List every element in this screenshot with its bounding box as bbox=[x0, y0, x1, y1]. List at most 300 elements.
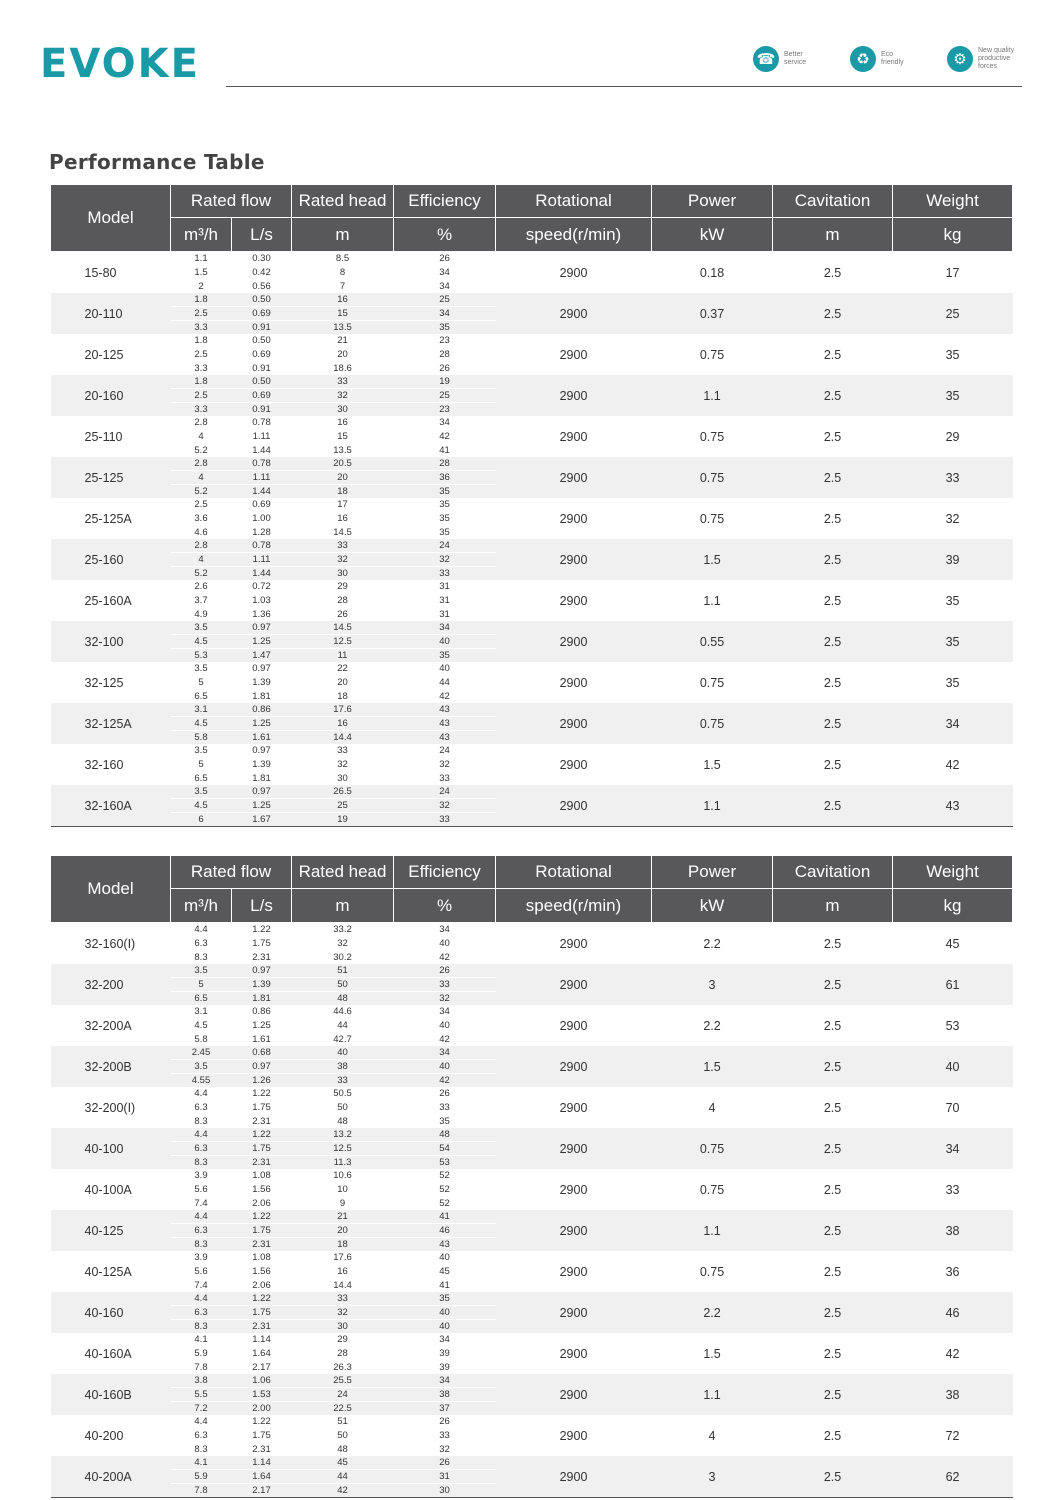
speed-cell: 2900 bbox=[559, 1346, 588, 1361]
header-power: Power bbox=[652, 185, 773, 218]
efficiency-cell-value: 33 bbox=[394, 1100, 496, 1114]
flow-ls-cell-value: 2.31 bbox=[232, 1442, 292, 1456]
speed-cell: 2900 bbox=[559, 265, 588, 280]
efficiency-cell-value: 19 bbox=[439, 376, 450, 387]
cavitation-cell: 2.5 bbox=[823, 1428, 842, 1443]
efficiency-cell bbox=[394, 416, 496, 457]
weight-cell: 46 bbox=[893, 1292, 1013, 1333]
head-cell-value: 14.5 bbox=[292, 525, 394, 539]
head-cell-lines bbox=[292, 1128, 394, 1169]
flow-ls-cell bbox=[232, 416, 292, 457]
flow-m3h-cell-value: 8.3 bbox=[171, 950, 232, 964]
efficiency-cell-value: 28 bbox=[394, 347, 496, 361]
feature-eco-friendly bbox=[850, 46, 927, 72]
flow-ls-cell bbox=[232, 334, 292, 375]
efficiency-cell-value: 34 bbox=[439, 1006, 450, 1017]
flow-m3h-cell-lines bbox=[171, 1087, 232, 1128]
flow-ls-cell-lines bbox=[232, 457, 292, 498]
cavitation-cell: 2.5 bbox=[773, 1210, 893, 1251]
flow-m3h-cell-value: 5.8 bbox=[171, 730, 232, 744]
cavitation-cell: 2.5 bbox=[823, 265, 842, 280]
weight-cell: 36 bbox=[945, 1264, 960, 1279]
efficiency-cell-lines bbox=[394, 621, 496, 662]
weight-cell: 42 bbox=[945, 1346, 960, 1361]
efficiency-cell-value: 33 bbox=[394, 566, 496, 580]
efficiency-cell-value: 52 bbox=[439, 1170, 450, 1181]
head-cell-value: 13.2 bbox=[333, 1129, 352, 1140]
flow-m3h-cell-lines bbox=[171, 1128, 232, 1169]
flow-ls-cell-value: 0.69 bbox=[232, 388, 292, 402]
model-cell: 32-125 bbox=[84, 675, 124, 690]
flow-ls-cell-lines bbox=[232, 1415, 292, 1456]
efficiency-cell bbox=[394, 1169, 496, 1210]
head-cell bbox=[292, 580, 394, 621]
head-cell-value: 25 bbox=[292, 798, 394, 812]
head-cell bbox=[292, 1128, 394, 1169]
flow-m3h-cell-value: 7.8 bbox=[171, 1360, 232, 1374]
efficiency-cell-lines bbox=[394, 1128, 496, 1169]
efficiency-cell-value: 32 bbox=[394, 552, 496, 566]
efficiency-cell-value: 33 bbox=[394, 977, 496, 991]
head-cell-lines bbox=[292, 252, 394, 293]
efficiency-cell bbox=[394, 1333, 496, 1374]
head-cell-value: 50.5 bbox=[333, 1088, 352, 1099]
flow-m3h-cell bbox=[171, 1046, 232, 1087]
flow-m3h-cell bbox=[171, 1128, 232, 1169]
flow-ls-cell bbox=[232, 1251, 292, 1292]
header-rated-flow: Rated flow bbox=[171, 856, 292, 889]
weight-cell: 72 bbox=[945, 1428, 960, 1443]
efficiency-cell bbox=[394, 1128, 496, 1169]
efficiency-cell-value: 42 bbox=[394, 950, 496, 964]
head-cell-value: 51 bbox=[337, 1416, 348, 1427]
flow-ls-cell-value: 1.22 bbox=[252, 924, 271, 935]
table-row bbox=[51, 416, 1013, 457]
flow-ls-cell-value: 0.78 bbox=[252, 417, 271, 428]
flow-m3h-cell-value: 6.3 bbox=[171, 1141, 232, 1155]
flow-ls-cell-lines bbox=[232, 964, 292, 1005]
table-body bbox=[51, 923, 1013, 1498]
head-cell bbox=[292, 539, 394, 580]
header-flow-ls: L/s bbox=[232, 889, 292, 923]
head-cell-value: 14.4 bbox=[292, 1278, 394, 1292]
flow-ls-cell-lines bbox=[232, 498, 292, 539]
weight-cell: 53 bbox=[945, 1018, 960, 1033]
evoke-logo: EVOKE bbox=[40, 41, 200, 87]
head-cell-value: 21 bbox=[337, 1211, 348, 1222]
head-cell-lines bbox=[292, 1087, 394, 1128]
model-cell: 40-100A bbox=[84, 1182, 132, 1197]
flow-m3h-cell-value: 3.3 bbox=[171, 402, 232, 416]
head-cell-value: 33 bbox=[292, 1073, 394, 1087]
power-cell: 0.75 bbox=[699, 1264, 725, 1279]
flow-ls-cell-value: 1.75 bbox=[232, 1223, 292, 1237]
speed-cell: 2900 bbox=[496, 703, 652, 744]
efficiency-cell-value: 32 bbox=[394, 798, 496, 812]
flow-m3h-cell-value: 2.5 bbox=[171, 306, 232, 320]
flow-ls-cell-lines bbox=[232, 1333, 292, 1374]
efficiency-cell-value: 42 bbox=[394, 689, 496, 703]
efficiency-cell-value: 30 bbox=[394, 1483, 496, 1497]
head-cell-value: 16 bbox=[337, 417, 348, 428]
model-cell: 25-110 bbox=[84, 429, 123, 444]
head-cell-value: 48 bbox=[292, 1442, 394, 1456]
efficiency-cell bbox=[394, 1456, 496, 1498]
table-row bbox=[51, 252, 1013, 294]
cavitation-cell: 2.5 bbox=[773, 621, 893, 662]
header-speed-unit: speed(r/min) bbox=[496, 218, 652, 252]
flow-ls-cell bbox=[232, 498, 292, 539]
head-cell bbox=[292, 1046, 394, 1087]
head-cell-value: 16 bbox=[292, 511, 394, 525]
efficiency-cell-value: 26 bbox=[439, 965, 450, 976]
weight-cell: 39 bbox=[893, 539, 1013, 580]
head-cell-value: 12.5 bbox=[292, 1141, 394, 1155]
flow-m3h-cell-value: 5.3 bbox=[171, 648, 232, 662]
flow-m3h-cell-value: 8.3 bbox=[171, 1155, 232, 1169]
flow-ls-cell-lines bbox=[232, 334, 292, 375]
cavitation-cell: 2.5 bbox=[773, 1456, 893, 1498]
head-cell-value: 28 bbox=[292, 593, 394, 607]
weight-cell: 35 bbox=[893, 621, 1013, 662]
head-cell-value: 15 bbox=[292, 429, 394, 443]
table-row bbox=[51, 539, 1013, 580]
efficiency-cell-value: 39 bbox=[394, 1346, 496, 1360]
flow-ls-cell-value: 1.39 bbox=[232, 675, 292, 689]
flow-m3h-cell bbox=[171, 1333, 232, 1374]
head-cell-lines bbox=[292, 416, 394, 457]
efficiency-cell-lines bbox=[394, 703, 496, 744]
model-cell: 40-160 bbox=[51, 1292, 171, 1333]
efficiency-cell-lines bbox=[394, 293, 496, 334]
flow-m3h-cell-value: 2.5 bbox=[171, 347, 232, 361]
flow-ls-cell-value: 1.81 bbox=[232, 991, 292, 1005]
header-head-unit: m bbox=[292, 218, 394, 252]
header-efficiency: Efficiency bbox=[394, 185, 496, 218]
head-cell-value: 50 bbox=[292, 1100, 394, 1114]
flow-ls-cell bbox=[232, 1005, 292, 1046]
flow-ls-cell-value: 0.86 bbox=[252, 1006, 271, 1017]
flow-ls-cell-value: 1.39 bbox=[232, 757, 292, 771]
flow-ls-cell bbox=[232, 1046, 292, 1087]
head-cell bbox=[292, 498, 394, 539]
flow-m3h-cell bbox=[171, 1210, 232, 1251]
header-cavitation: Cavitation bbox=[773, 185, 893, 218]
flow-m3h-cell-value: 5.2 bbox=[171, 566, 232, 580]
head-cell-lines bbox=[292, 1210, 394, 1251]
efficiency-cell-value: 35 bbox=[394, 648, 496, 662]
flow-m3h-cell-value: 4.9 bbox=[171, 607, 232, 621]
flow-ls-cell bbox=[232, 1456, 292, 1498]
flow-ls-cell-value: 0.72 bbox=[252, 581, 271, 592]
power-cell: 1.5 bbox=[652, 539, 773, 580]
flow-ls-cell-value: 0.42 bbox=[232, 265, 292, 279]
head-cell bbox=[292, 1333, 394, 1374]
flow-m3h-cell-value: 5.6 bbox=[171, 1182, 232, 1196]
table-row bbox=[51, 703, 1013, 744]
flow-ls-cell-value: 2.00 bbox=[232, 1401, 292, 1415]
head-cell-value: 17 bbox=[337, 499, 348, 510]
efficiency-cell-value: 35 bbox=[394, 484, 496, 498]
efficiency-cell-value: 32 bbox=[394, 757, 496, 771]
efficiency-cell-value: 43 bbox=[394, 1237, 496, 1251]
efficiency-cell-value: 40 bbox=[394, 1059, 496, 1073]
efficiency-cell-value: 40 bbox=[439, 663, 450, 674]
flow-ls-cell-lines bbox=[232, 1169, 292, 1210]
power-cell: 0.55 bbox=[652, 621, 773, 662]
efficiency-cell-value: 35 bbox=[394, 525, 496, 539]
power-cell: 0.37 bbox=[652, 293, 773, 334]
flow-ls-cell bbox=[232, 662, 292, 703]
efficiency-cell-value: 40 bbox=[394, 1018, 496, 1032]
efficiency-cell-value: 26 bbox=[394, 361, 496, 375]
flow-m3h-cell-value: 1.1 bbox=[194, 253, 208, 264]
flow-m3h-cell-lines bbox=[171, 457, 232, 498]
header-speed-unit: speed(r/min) bbox=[496, 889, 652, 923]
speed-cell: 2900 bbox=[559, 347, 588, 362]
efficiency-cell-value: 34 bbox=[394, 265, 496, 279]
flow-m3h-cell-value: 5.2 bbox=[171, 484, 232, 498]
flow-m3h-cell-value: 2.8 bbox=[194, 417, 208, 428]
efficiency-cell-lines bbox=[394, 1046, 496, 1087]
weight-cell: 33 bbox=[945, 1182, 960, 1197]
flow-m3h-cell-value: 4.4 bbox=[194, 1088, 208, 1099]
table-row bbox=[51, 1374, 1013, 1415]
head-cell-lines bbox=[292, 1292, 394, 1333]
performance-table-2 bbox=[50, 855, 1013, 1498]
flow-m3h-cell-value: 4.4 bbox=[194, 1293, 208, 1304]
head-cell-lines bbox=[292, 923, 394, 964]
flow-ls-cell bbox=[232, 1128, 292, 1169]
flow-ls-cell-value: 2.17 bbox=[232, 1483, 292, 1497]
efficiency-cell-lines bbox=[394, 785, 496, 826]
flow-ls-cell bbox=[232, 785, 292, 827]
flow-m3h-cell-lines bbox=[171, 621, 232, 662]
flow-m3h-cell-value: 5.2 bbox=[171, 443, 232, 457]
flow-m3h-cell-lines bbox=[171, 1046, 232, 1087]
flow-m3h-cell-value: 6 bbox=[171, 812, 232, 826]
head-cell-value: 32 bbox=[292, 1305, 394, 1319]
efficiency-cell bbox=[394, 375, 496, 416]
flow-m3h-cell-value: 6.3 bbox=[171, 1223, 232, 1237]
flow-ls-cell-value: 2.06 bbox=[232, 1278, 292, 1292]
efficiency-cell-value: 36 bbox=[394, 470, 496, 484]
head-cell-value: 18 bbox=[292, 689, 394, 703]
table-row bbox=[51, 1087, 1013, 1128]
efficiency-cell-value: 25 bbox=[394, 388, 496, 402]
flow-ls-cell-value: 2.17 bbox=[232, 1360, 292, 1374]
head-cell-value: 20 bbox=[292, 470, 394, 484]
flow-ls-cell-value: 1.64 bbox=[232, 1346, 292, 1360]
flow-m3h-cell-value: 7.8 bbox=[171, 1483, 232, 1497]
flow-ls-cell-lines bbox=[232, 293, 292, 334]
flow-ls-cell bbox=[232, 252, 292, 294]
head-cell-value: 42.7 bbox=[292, 1032, 394, 1046]
table-row bbox=[51, 1169, 1013, 1210]
speed-cell: 2900 bbox=[496, 457, 652, 498]
efficiency-cell-lines bbox=[394, 1374, 496, 1415]
head-cell-value: 16 bbox=[292, 716, 394, 730]
flow-m3h-cell-value: 6.3 bbox=[171, 1428, 232, 1442]
flow-ls-cell-value: 1.08 bbox=[252, 1170, 271, 1181]
head-cell-value: 24 bbox=[292, 1387, 394, 1401]
efficiency-cell-value: 31 bbox=[394, 607, 496, 621]
feature-label: Better service bbox=[784, 50, 807, 66]
head-cell-value: 32 bbox=[292, 388, 394, 402]
efficiency-cell-value: 26 bbox=[439, 253, 450, 264]
header-cavitation: Cavitation bbox=[773, 856, 893, 889]
head-cell bbox=[292, 923, 394, 965]
head-cell-value: 45 bbox=[337, 1457, 348, 1468]
efficiency-cell-value: 32 bbox=[394, 1442, 496, 1456]
flow-ls-cell-value: 2.06 bbox=[232, 1196, 292, 1210]
flow-ls-cell-value: 1.26 bbox=[232, 1073, 292, 1087]
flow-ls-cell-lines bbox=[232, 1456, 292, 1497]
header-power-unit: kW bbox=[652, 218, 773, 252]
head-cell-value: 22.5 bbox=[292, 1401, 394, 1415]
efficiency-cell-value: 42 bbox=[394, 1032, 496, 1046]
cavitation-cell: 2.5 bbox=[823, 1264, 842, 1279]
head-cell-value: 32 bbox=[292, 936, 394, 950]
flow-m3h-cell-value: 1.8 bbox=[194, 335, 208, 346]
flow-m3h-cell-lines bbox=[171, 1210, 232, 1251]
efficiency-cell-lines bbox=[394, 923, 496, 964]
flow-m3h-cell-value: 5 bbox=[171, 977, 232, 991]
model-cell: 32-200 bbox=[51, 964, 171, 1005]
power-cell: 1.5 bbox=[652, 1046, 773, 1087]
cavitation-cell: 2.5 bbox=[823, 675, 842, 690]
flow-m3h-cell-lines bbox=[171, 964, 232, 1005]
efficiency-cell bbox=[394, 621, 496, 662]
flow-ls-cell-value: 1.22 bbox=[252, 1293, 271, 1304]
head-cell bbox=[292, 1210, 394, 1251]
efficiency-cell bbox=[394, 703, 496, 744]
efficiency-cell bbox=[394, 662, 496, 703]
efficiency-cell-value: 34 bbox=[439, 1047, 450, 1058]
flow-ls-cell-value: 1.44 bbox=[232, 566, 292, 580]
efficiency-cell-value: 42 bbox=[394, 429, 496, 443]
flow-m3h-cell-value: 4.4 bbox=[194, 924, 208, 935]
header-rated-head: Rated head bbox=[292, 856, 394, 889]
header-eff-unit: % bbox=[394, 218, 496, 252]
flow-m3h-cell-value: 4 bbox=[171, 429, 232, 443]
flow-ls-cell bbox=[232, 580, 292, 621]
head-cell-value: 12.5 bbox=[292, 634, 394, 648]
flow-m3h-cell-value: 4.4 bbox=[194, 1129, 208, 1140]
head-cell-lines bbox=[292, 293, 394, 334]
flow-m3h-cell-value: 3.3 bbox=[171, 320, 232, 334]
head-cell-value: 40 bbox=[337, 1047, 348, 1058]
flow-m3h-cell-value: 4.5 bbox=[171, 634, 232, 648]
efficiency-cell-value: 43 bbox=[439, 704, 450, 715]
flow-m3h-cell-value: 5 bbox=[171, 757, 232, 771]
flow-ls-cell-value: 0.97 bbox=[252, 965, 271, 976]
flow-m3h-cell-value: 3.1 bbox=[194, 1006, 208, 1017]
header-cav-unit: m bbox=[773, 889, 893, 923]
flow-ls-cell-lines bbox=[232, 1046, 292, 1087]
header-power-unit: kW bbox=[652, 889, 773, 923]
efficiency-cell-lines bbox=[394, 1169, 496, 1210]
flow-ls-cell-value: 1.22 bbox=[252, 1129, 271, 1140]
flow-ls-cell bbox=[232, 375, 292, 416]
head-cell-lines bbox=[292, 580, 394, 621]
table-row bbox=[51, 785, 1013, 827]
flow-ls-cell-value: 0.97 bbox=[252, 663, 271, 674]
head-cell bbox=[292, 416, 394, 457]
efficiency-cell-value: 31 bbox=[394, 1469, 496, 1483]
header-model: Model bbox=[51, 185, 171, 252]
efficiency-cell-value: 35 bbox=[394, 1114, 496, 1128]
header-weight-unit: kg bbox=[893, 218, 1013, 252]
flow-m3h-cell-lines bbox=[171, 744, 232, 785]
efficiency-cell-value: 26 bbox=[439, 1088, 450, 1099]
flow-ls-cell-value: 1.75 bbox=[232, 1141, 292, 1155]
cavitation-cell: 2.5 bbox=[773, 1292, 893, 1333]
speed-cell: 2900 bbox=[496, 539, 652, 580]
head-cell-value: 10.6 bbox=[333, 1170, 352, 1181]
flow-ls-cell-lines bbox=[232, 539, 292, 580]
efficiency-cell-value: 23 bbox=[394, 402, 496, 416]
flow-m3h-cell-value: 6.3 bbox=[171, 936, 232, 950]
head-cell bbox=[292, 785, 394, 827]
efficiency-cell bbox=[394, 1374, 496, 1415]
flow-ls-cell-lines bbox=[232, 703, 292, 744]
head-cell-lines bbox=[292, 1005, 394, 1046]
table-row bbox=[51, 293, 1013, 334]
model-cell: 32-200A bbox=[84, 1018, 132, 1033]
efficiency-cell bbox=[394, 785, 496, 827]
flow-m3h-cell-lines bbox=[171, 785, 232, 826]
header-cav-unit: m bbox=[773, 218, 893, 252]
head-cell bbox=[292, 1087, 394, 1128]
head-cell-value: 21 bbox=[337, 335, 348, 346]
model-cell: 40-125 bbox=[51, 1210, 171, 1251]
flow-m3h-cell-lines bbox=[171, 1415, 232, 1456]
speed-cell: 2900 bbox=[496, 1046, 652, 1087]
flow-ls-cell-value: 1.75 bbox=[232, 1305, 292, 1319]
page-header bbox=[0, 0, 1060, 100]
speed-cell: 2900 bbox=[496, 1456, 652, 1498]
flow-m3h-cell-value: 4.55 bbox=[171, 1073, 232, 1087]
head-cell-value: 30.2 bbox=[292, 950, 394, 964]
flow-ls-cell-value: 1.56 bbox=[232, 1182, 292, 1196]
weight-cell: 45 bbox=[945, 936, 960, 951]
flow-m3h-cell-lines bbox=[171, 1292, 232, 1333]
flow-m3h-cell bbox=[171, 964, 232, 1005]
flow-ls-cell-value: 1.06 bbox=[252, 1375, 271, 1386]
flow-ls-cell-value: 2.31 bbox=[232, 1237, 292, 1251]
flow-m3h-cell-lines bbox=[171, 375, 232, 416]
cavitation-cell: 2.5 bbox=[773, 1374, 893, 1415]
cavitation-cell: 2.5 bbox=[823, 347, 842, 362]
cavitation-cell: 2.5 bbox=[773, 703, 893, 744]
header-weight: Weight bbox=[893, 185, 1013, 218]
head-cell-lines bbox=[292, 1046, 394, 1087]
speed-cell: 2900 bbox=[559, 593, 588, 608]
flow-ls-cell-value: 1.22 bbox=[252, 1416, 271, 1427]
efficiency-cell-value: 41 bbox=[394, 1278, 496, 1292]
model-cell: 20-125 bbox=[84, 347, 124, 362]
cavitation-cell: 2.5 bbox=[773, 293, 893, 334]
header-flow-m3h: m³/h bbox=[171, 889, 232, 923]
efficiency-cell bbox=[394, 498, 496, 539]
feature-better-service bbox=[753, 46, 830, 72]
flow-m3h-cell-value: 3.5 bbox=[194, 622, 208, 633]
flow-m3h-cell-value: 4.4 bbox=[194, 1211, 208, 1222]
efficiency-cell bbox=[394, 1005, 496, 1046]
flow-m3h-cell-value: 3.9 bbox=[194, 1170, 208, 1181]
efficiency-cell-value: 26 bbox=[439, 1457, 450, 1468]
